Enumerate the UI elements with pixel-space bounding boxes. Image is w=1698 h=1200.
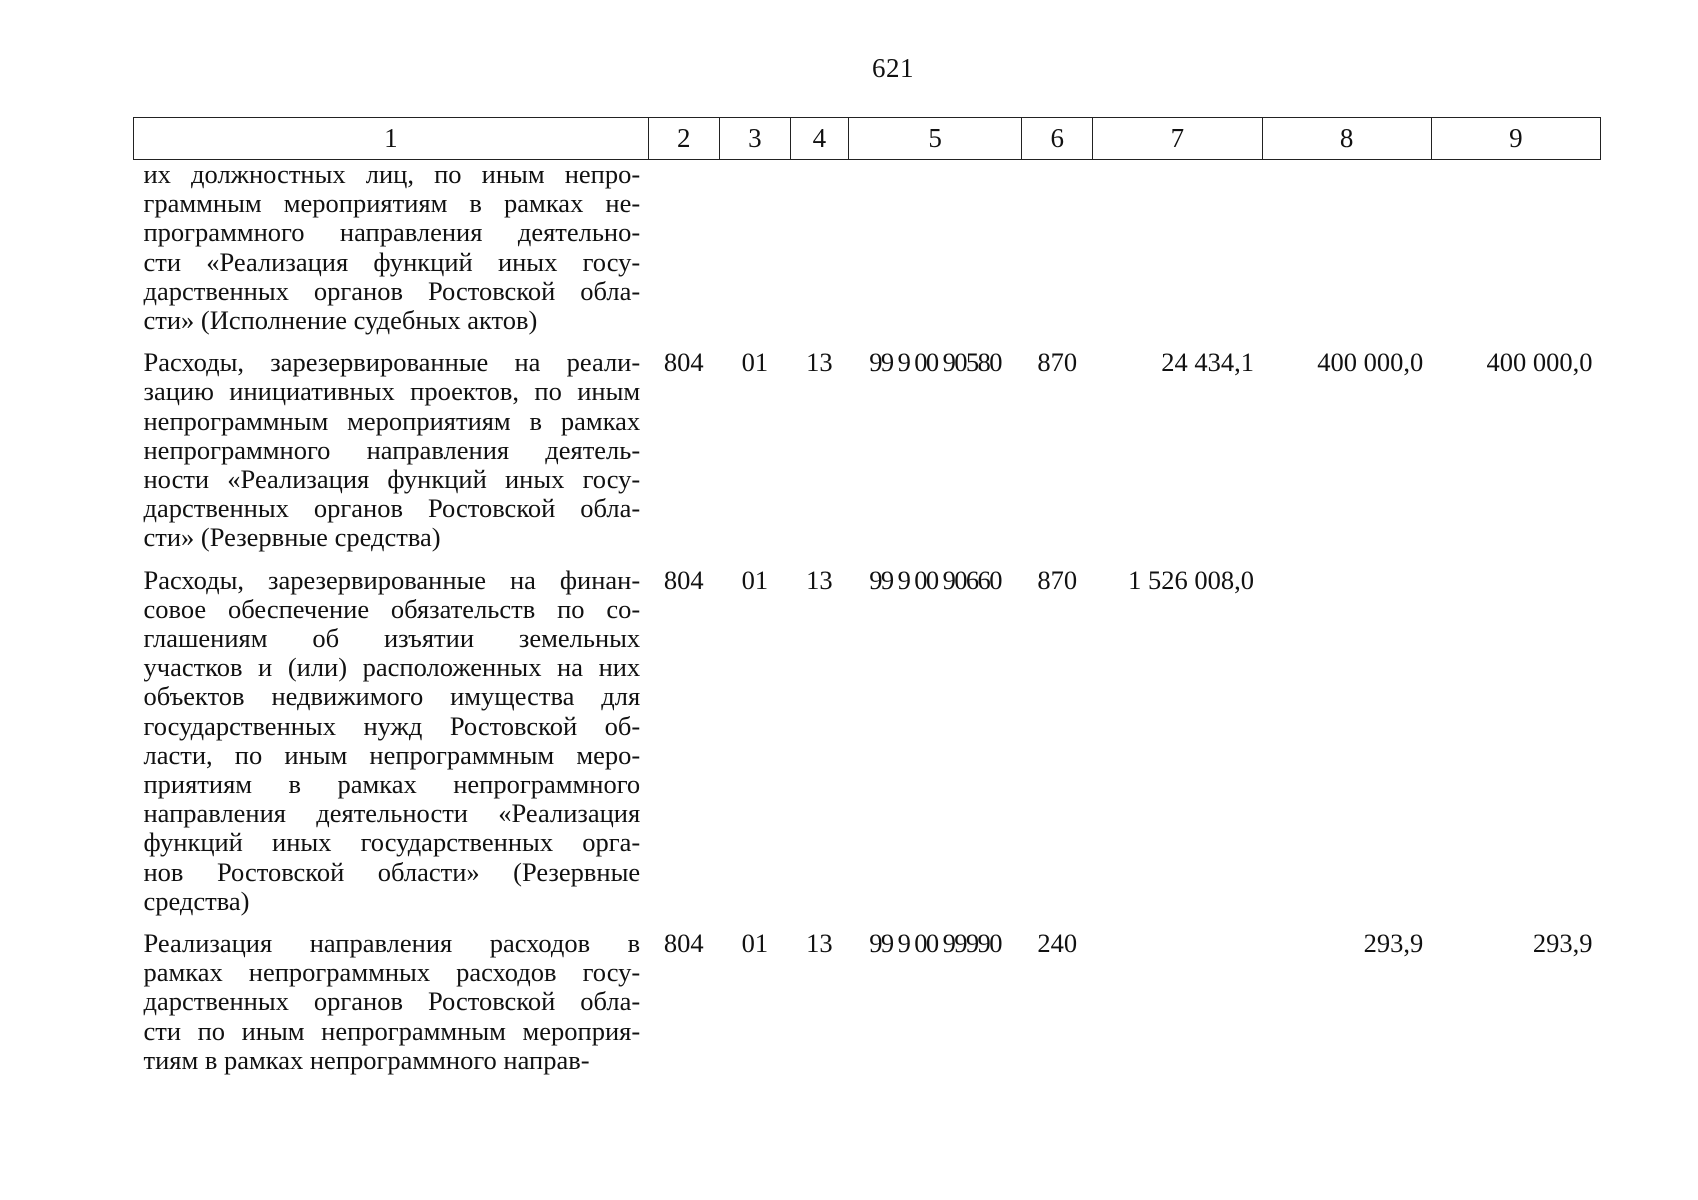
vr-cell: 870 (1037, 347, 1078, 378)
description-line: сти по иным непрограммным мероприя- (143, 1015, 641, 1046)
description-line: Реализация направления расходов в (143, 928, 641, 959)
table-header (134, 118, 1601, 160)
sum-col9-cell: 400 000,0 (1486, 347, 1593, 378)
description-line: средства) (143, 885, 250, 916)
header-col-2: 2 (648, 118, 719, 160)
header-col-8: 8 (1262, 118, 1431, 160)
sum-col7-cell: 1 526 008,0 (1128, 564, 1254, 595)
sum-col8-cell: 400 000,0 (1317, 347, 1424, 378)
ved-cell: 804 (663, 928, 704, 959)
sum-col8-cell (1262, 160, 1431, 349)
sum-col8-cell (1262, 566, 1431, 929)
description-line: совое обеспечение обязательств по со- (143, 593, 641, 624)
description-line: объектов недвижимого имущества для (143, 681, 641, 712)
ved-cell: 804 (663, 347, 704, 378)
table-row (134, 929, 1601, 1088)
description-line: дарственных органов Ростовской обла- (143, 986, 641, 1017)
pr-cell: 13 (806, 347, 833, 378)
description-line: программного направления деятельно- (143, 217, 641, 248)
table-body (134, 160, 1601, 1089)
description-cell (134, 929, 649, 1088)
ved-cell: 804 (663, 564, 704, 595)
description-line: сти» (Резервные средства) (143, 522, 441, 553)
csr-cell (848, 160, 1021, 349)
vr-cell: 240 (1037, 928, 1078, 959)
csr-cell: 99 9 00 99990 (869, 928, 1001, 959)
description-line: функций иных государственных орга- (143, 827, 641, 858)
description-line: приятиям в рамках непрограммного (143, 769, 641, 800)
sum-col8-cell: 293,9 (1363, 928, 1424, 959)
pr-cell: 13 (806, 564, 833, 595)
pr-cell (790, 160, 848, 349)
header-col-1: 1 (134, 118, 649, 160)
description-line: сти «Реализация функций иных госу- (143, 246, 641, 277)
description-line: Расходы, зарезервированные на реали- (143, 347, 641, 378)
description-line: непрограммным мероприятиям в рамках (143, 405, 641, 436)
header-col-3: 3 (719, 118, 790, 160)
rz-cell (719, 160, 790, 349)
header-col-4: 4 (790, 118, 848, 160)
description-line: сти» (Исполнение судебных актов) (143, 305, 538, 336)
sum-col9-cell (1431, 160, 1600, 349)
description-line: дарственных органов Ростовской обла- (143, 275, 641, 306)
table-row (134, 566, 1601, 929)
vr-cell: 870 (1037, 564, 1078, 595)
header-row (134, 118, 1601, 160)
description-line: Расходы, зарезервированные на финан- (143, 564, 641, 595)
budget-table (133, 117, 1601, 1088)
sum-col7-cell (1093, 929, 1262, 1088)
description-line: граммным мероприятиям в рамках не- (143, 188, 641, 219)
description-line: тиям в рамках непрограммного направ- (143, 1044, 590, 1075)
table-row (134, 160, 1601, 349)
sum-col7-cell: 24 434,1 (1161, 347, 1254, 378)
sum-col7-cell (1093, 160, 1262, 349)
header-col-7: 7 (1093, 118, 1262, 160)
rz-cell: 01 (741, 928, 769, 959)
description-line: зацию инициативных проектов, по иным (143, 376, 641, 407)
description-line: ласти, по иным непрограммным меро- (143, 739, 641, 770)
description-line: глашениям об изъятии земельных (143, 623, 641, 654)
csr-cell: 99 9 00 90660 (869, 564, 1001, 595)
description-cell (134, 348, 649, 565)
header-col-9: 9 (1431, 118, 1600, 160)
csr-cell: 99 9 00 90580 (869, 347, 1001, 378)
pr-cell: 13 (806, 928, 833, 959)
description-cell (134, 160, 649, 349)
vr-cell (1022, 160, 1093, 349)
description-line: нов Ростовской области» (Резервные (143, 856, 641, 887)
ved-cell (648, 160, 719, 349)
header-col-6: 6 (1022, 118, 1093, 160)
description-line: государственных нужд Ростовской об- (143, 710, 641, 741)
description-line: ности «Реализация функций иных госу- (143, 464, 641, 495)
header-col-5: 5 (848, 118, 1021, 160)
description-line: участков и (или) расположенных на них (143, 652, 641, 683)
description-line: направления деятельности «Реализация (143, 798, 641, 829)
sum-col9-cell: 293,9 (1532, 928, 1593, 959)
rz-cell: 01 (741, 564, 769, 595)
description-line: их должностных лиц, по иным непро- (143, 159, 641, 189)
description-line: дарственных органов Ростовской обла- (143, 493, 641, 524)
description-line: непрограммного направления деятель- (143, 434, 641, 465)
rz-cell: 01 (741, 347, 769, 378)
description-cell (134, 566, 649, 929)
description-line: рамках непрограммных расходов госу- (143, 957, 641, 988)
table-row (134, 348, 1601, 565)
page-number: 621 (872, 53, 914, 83)
sum-col9-cell (1431, 566, 1600, 929)
